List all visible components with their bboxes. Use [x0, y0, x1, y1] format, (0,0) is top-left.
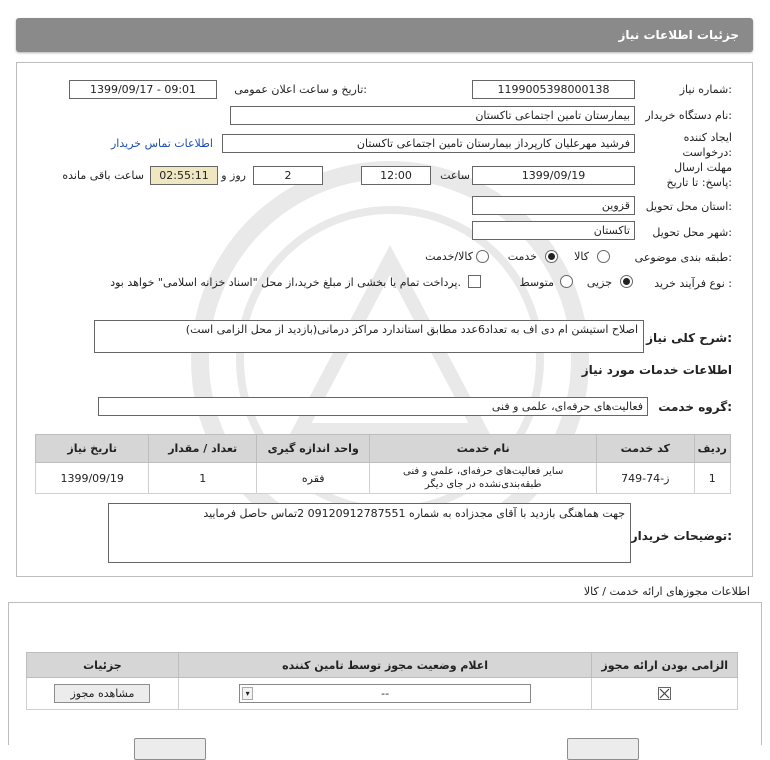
buyer-contact-link[interactable]: اطلاعات تماس خریدار — [111, 137, 213, 150]
page-title: جزئیات اطلاعات نیاز — [16, 18, 753, 52]
col-permit-status: اعلام وضعیت مجوز توسط تامین کننده — [178, 653, 592, 678]
creator-field: فرشید مهرعلیان کارپرداز بیمارستان تامین اجتماعی تاکستان — [222, 134, 635, 153]
province-label: استان محل تحویل: — [645, 200, 732, 213]
treasury-payment-text: پرداخت تمام یا بخشی از مبلغ خرید،از محل "اسناد خزانه اسلامی" خواهد بود. — [110, 276, 461, 289]
cell-permit-status — [178, 678, 592, 710]
permit-status-value: -- — [381, 687, 390, 700]
cell-permit-required — [592, 678, 738, 710]
col-service-name: نام خدمت — [370, 435, 597, 463]
radio-process-medium[interactable] — [560, 275, 573, 288]
treasury-payment-checkbox[interactable] — [468, 275, 481, 288]
view-permit-button[interactable]: مشاهده مجوز — [54, 684, 150, 703]
col-permit-required: الزامی بودن ارائه مجوز — [592, 653, 738, 678]
permits-table — [26, 652, 738, 710]
service-group-label: گروه خدمت: — [658, 400, 732, 414]
deadline-time-label: ساعت — [440, 169, 470, 182]
radio-category-service-label: خدمت — [507, 250, 537, 263]
buyer-notes-label: توضیحات خریدار: — [630, 529, 732, 543]
col-row: ردیف — [694, 435, 731, 463]
days-field: 2 — [253, 166, 323, 185]
radio-category-goods-label: کالا — [574, 250, 589, 263]
radio-category-service[interactable] — [545, 250, 558, 263]
cell-permit-details — [27, 678, 179, 710]
announce-field: 1399/09/17 - 09:01 — [69, 80, 217, 99]
province-field: قزوین — [472, 196, 635, 215]
permit-required-checkbox — [658, 687, 671, 700]
cell-unit: فقره — [257, 463, 370, 494]
need-number-label: شماره نیاز: — [679, 83, 732, 96]
announce-label: تاریخ و ساعت اعلان عمومی: — [234, 83, 367, 96]
services-section-title: اطلاعات خدمات مورد نیاز — [581, 363, 732, 377]
cell-service-name: سایر فعالیت‌های حرفه‌ای، علمی و فنی طبقه‌بندی‌نشده در جای دیگر — [370, 463, 597, 494]
deadline-label: مهلت ارسال پاسخ: تا تاریخ: — [666, 161, 732, 189]
bottom-button-right[interactable] — [567, 738, 639, 760]
col-service-code: کد خدمت — [597, 435, 694, 463]
buyer-org-field: بیمارستان تامین اجتماعی تاکستان — [230, 106, 635, 125]
chevron-down-icon[interactable]: ▾ — [242, 687, 253, 700]
description-label: شرح کلی نیاز: — [646, 331, 732, 345]
radio-category-goods-service-label: کالا/خدمت — [425, 250, 473, 263]
radio-process-minor[interactable] — [620, 275, 633, 288]
buyer-org-label: نام دستگاه خریدار: — [645, 109, 732, 122]
col-permit-details: جزئیات — [27, 653, 179, 678]
col-unit: واحد اندازه گیری — [257, 435, 370, 463]
city-field: تاکستان — [472, 221, 635, 240]
services-table — [35, 434, 731, 494]
service-group-field: فعالیت‌های حرفه‌ای، علمی و فنی — [98, 397, 648, 416]
days-label: روز و — [221, 169, 246, 182]
remaining-time-field: 02:55:11 — [150, 166, 218, 185]
cell-row: 1 — [694, 463, 731, 494]
buyer-notes-field: جهت هماهنگی بازدید با آقای مجدزاده به شماره 09120912787551 2تماس حاصل فرمایید — [108, 503, 631, 563]
cell-quantity: 1 — [149, 463, 257, 494]
col-need-date: تاریخ نیاز — [36, 435, 149, 463]
deadline-time-field: 12:00 — [361, 166, 431, 185]
city-label: شهر محل تحویل: — [652, 226, 732, 239]
table-row — [36, 463, 731, 494]
creator-label: ایجاد کننده درخواست: — [682, 131, 732, 159]
radio-category-goods-service[interactable] — [476, 250, 489, 263]
cell-need-date: 1399/09/19 — [36, 463, 149, 494]
table-row — [27, 678, 738, 710]
permit-status-select[interactable] — [239, 684, 531, 703]
description-field: اصلاح استیشن ام دی اف به تعداد6عدد مطابق استاندارد مراکز درمانی(بازدید از محل الزامی است) — [94, 320, 644, 353]
radio-category-goods[interactable] — [597, 250, 610, 263]
bottom-button-left[interactable] — [134, 738, 206, 760]
cell-service-code: ز-74-749 — [597, 463, 694, 494]
deadline-date-field: 1399/09/19 — [472, 166, 635, 185]
permits-title: اطلاعات مجوزهای ارائه خدمت / کالا — [583, 585, 750, 598]
col-quantity: تعداد / مقدار — [149, 435, 257, 463]
process-label: نوع فرآیند خرید : — [654, 277, 732, 290]
category-label: طبقه بندی موضوعی: — [634, 251, 732, 264]
radio-process-medium-label: متوسط — [519, 276, 554, 289]
remaining-label: ساعت باقی مانده — [62, 169, 144, 182]
need-number-field: 1199005398000138 — [472, 80, 635, 99]
radio-process-minor-label: جزیی — [586, 276, 612, 289]
